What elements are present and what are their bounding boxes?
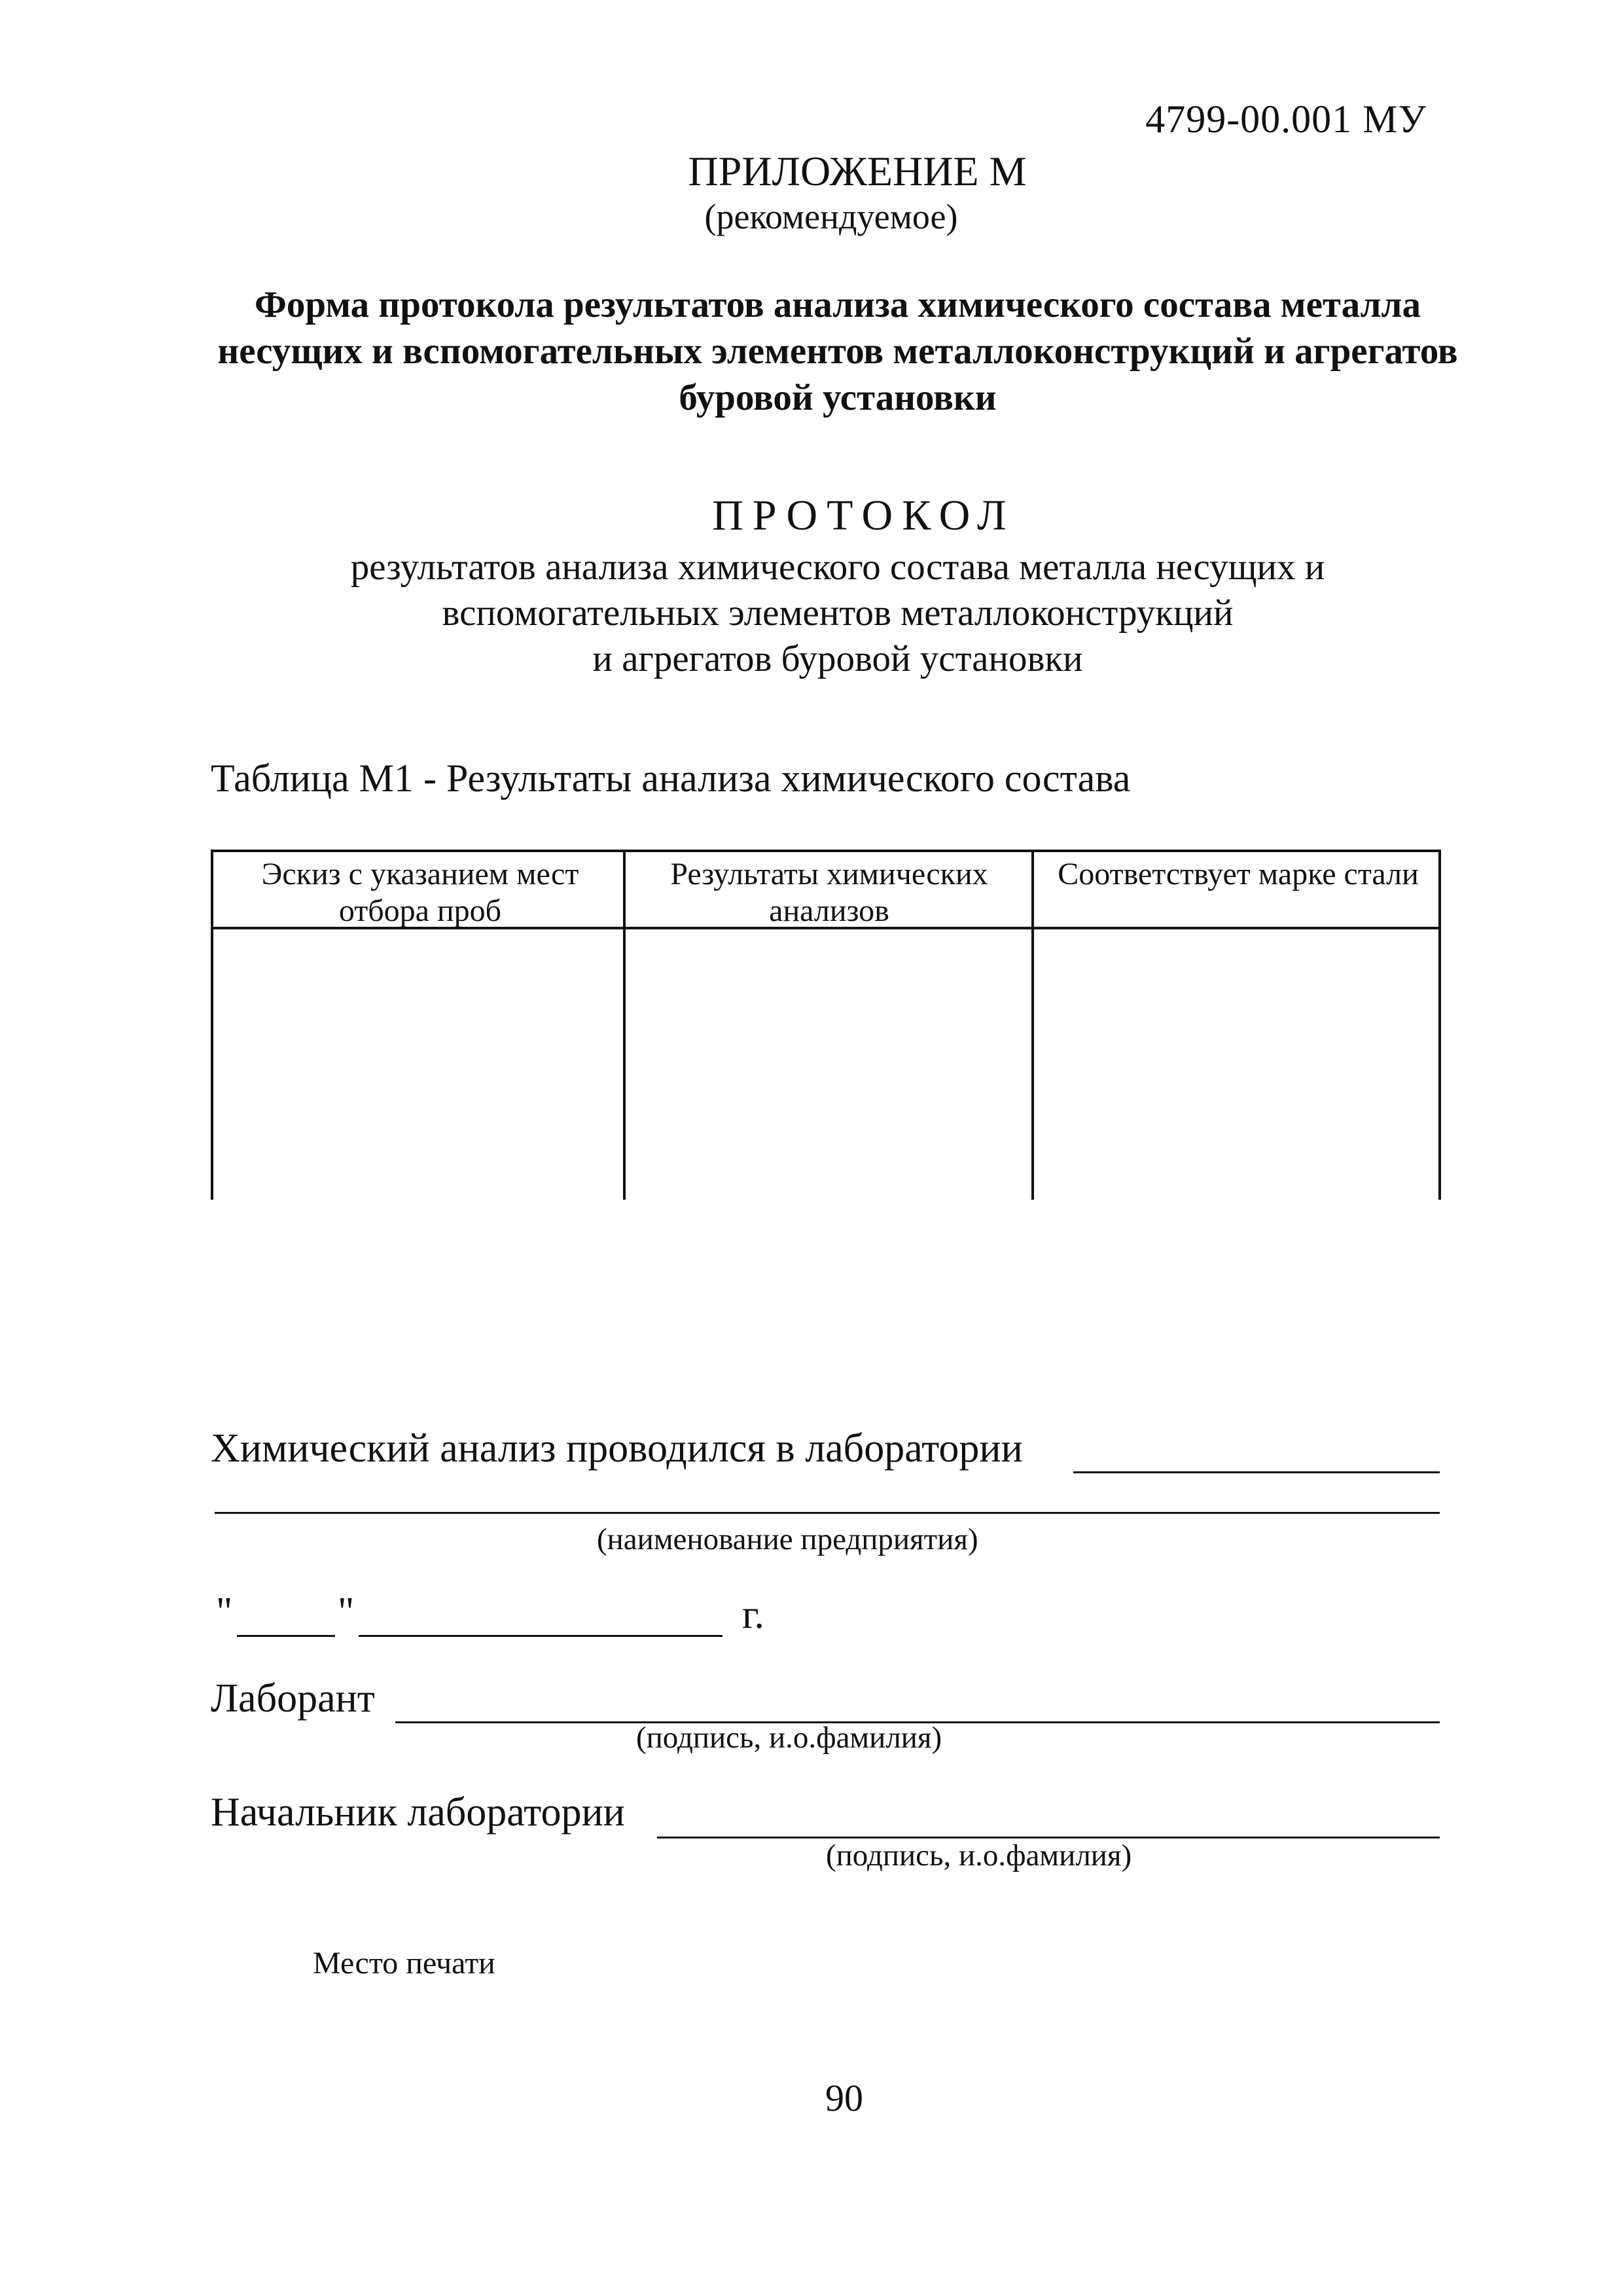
date-day-field[interactable] (237, 1635, 335, 1637)
table-header-steel-grade: Соответствует марке стали (1058, 857, 1419, 891)
head-hint: (подпись, и.о.фамилия) (826, 1839, 1132, 1873)
lab-label: Химический анализ проводился в лаборатории (211, 1426, 1023, 1471)
table-top-border (211, 850, 1441, 852)
table-column-divider (1031, 850, 1034, 1200)
date-month-year-field[interactable] (359, 1635, 722, 1637)
protocol-subtitle-line: и агрегатов буровой установки (592, 638, 1083, 679)
lab-hint: (наименование предприятия) (597, 1522, 978, 1556)
table-column-divider (623, 850, 626, 1200)
date-suffix: г. (742, 1592, 764, 1637)
stamp-place: Место печати (313, 1946, 495, 1981)
table-column-divider (1438, 850, 1441, 1200)
form-title: Форма протокола результатов анализа химического состава металла несущих и вспомогательных элементов металлоконструкций и агрегатов буровой установки (217, 284, 1458, 418)
protocol-heading: ПРОТОКОЛ (712, 492, 1016, 539)
results-table (211, 850, 1441, 1200)
date-open-quote: " (216, 1590, 233, 1634)
table-header-sketch: Эскиз с указанием мест отбора проб (261, 857, 579, 928)
appendix-title: ПРИЛОЖЕНИЕ М (688, 148, 1027, 194)
page-number: 90 (825, 2077, 863, 2119)
appendix-note: (рекомендуемое) (704, 197, 958, 236)
document-number: 4799-00.001 МУ (1145, 98, 1427, 141)
protocol-subtitle-line: результатов анализа химического состава металла несущих и (350, 547, 1325, 588)
laborant-label: Лаборант (211, 1676, 375, 1721)
table-column-divider (211, 850, 213, 1200)
protocol-subtitle-line: вспомогательных элементов металлоконструкций (442, 592, 1234, 634)
date-close-quote: " (338, 1590, 355, 1634)
lab-name-field-continuation[interactable] (215, 1512, 1440, 1514)
lab-name-field[interactable] (1073, 1471, 1440, 1473)
protocol-subtitle (196, 545, 1479, 682)
head-label: Начальник лаборатории (211, 1790, 625, 1835)
table-caption: Таблица М1 - Результаты анализа химического состава (211, 757, 1131, 800)
table-header-results: Результаты химических анализов (670, 857, 988, 928)
laborant-hint: (подпись, и.о.фамилия) (636, 1721, 942, 1755)
